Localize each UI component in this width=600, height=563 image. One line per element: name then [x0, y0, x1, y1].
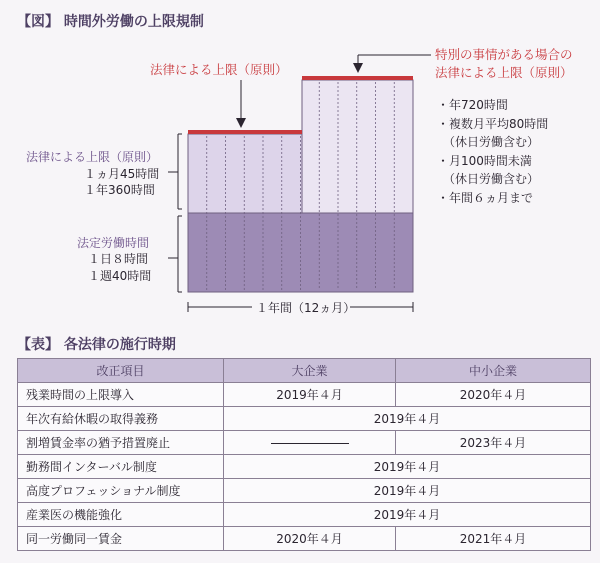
callout-left-label: 法律による上限（原則） [150, 62, 288, 77]
table-row [18, 479, 591, 503]
table-header-row [18, 359, 591, 383]
principle-limit-band [188, 134, 302, 213]
bullet-item: ・年720時間 [437, 98, 508, 112]
table-row [18, 503, 591, 527]
row-item: 割増賃金率の猶予措置廃止 [18, 431, 224, 455]
row-merged-date: 2019年４月 [224, 479, 591, 503]
bullet-item: ・月100時間未満 [437, 153, 532, 168]
upper-band-line: １年360時間 [84, 183, 155, 197]
special-limit-band [302, 80, 413, 213]
table-row [18, 527, 591, 551]
arrow-down-icon [353, 63, 363, 73]
bullet-item: （休日労働含む） [443, 135, 540, 149]
row-item: 残業時間の上限導入 [18, 383, 224, 407]
row-item: 同一労働同一賃金 [18, 527, 224, 551]
table-row [18, 407, 591, 431]
row-item: 産業医の機能強化 [18, 503, 224, 527]
bullet-item: ・複数月平均80時間 [437, 116, 549, 131]
row-small-date: 2023年４月 [396, 431, 591, 455]
row-merged-date: 2019年４月 [224, 503, 591, 527]
row-large-date [224, 431, 396, 455]
row-small-date: 2020年４月 [396, 383, 591, 407]
lower-band-line: １週40時間 [88, 269, 152, 283]
row-merged-date: 2019年４月 [224, 455, 591, 479]
row-item: 年次有給休暇の取得義務 [18, 407, 224, 431]
row-merged-date: 2019年４月 [224, 407, 591, 431]
row-item: 高度プロフェッショナル制度 [18, 479, 224, 503]
row-large-date: 2020年４月 [224, 527, 396, 551]
principle-limit-bar [188, 130, 302, 134]
special-limit-bar [302, 76, 413, 80]
figure-title: 【図】 時間外労働の上限規制 [17, 14, 204, 30]
callout-right-label: 特別の事情がある場合の 法律による上限（原則） [435, 47, 573, 80]
header-small-company: 中小企業 [396, 359, 591, 383]
enforcement-table [17, 358, 591, 551]
table-row [18, 383, 591, 407]
row-small-date: 2021年４月 [396, 527, 591, 551]
lower-band-label: 法定労働時間 [77, 236, 150, 250]
bullet-item: （休日労働含む） [443, 172, 540, 186]
table-row [18, 455, 591, 479]
row-large-date: 2019年４月 [224, 383, 396, 407]
table-title: 【表】 各法律の施行時期 [17, 337, 176, 353]
lower-band-line: １日８時間 [88, 252, 149, 266]
header-item: 改正項目 [18, 359, 224, 383]
bullet-item: ・年間６ヵ月まで [437, 190, 534, 205]
table-row [18, 431, 591, 455]
year-span-label: １年間（12ヵ月） [256, 301, 356, 315]
header-large-company: 大企業 [224, 359, 396, 383]
upper-band-label: 法律による上限（原則） [26, 150, 159, 164]
not-applicable-dash [271, 443, 349, 444]
upper-band-line: １ヵ月45時間 [84, 167, 160, 181]
arrow-down-icon [236, 118, 246, 128]
row-item: 勤務間インターバル制度 [18, 455, 224, 479]
